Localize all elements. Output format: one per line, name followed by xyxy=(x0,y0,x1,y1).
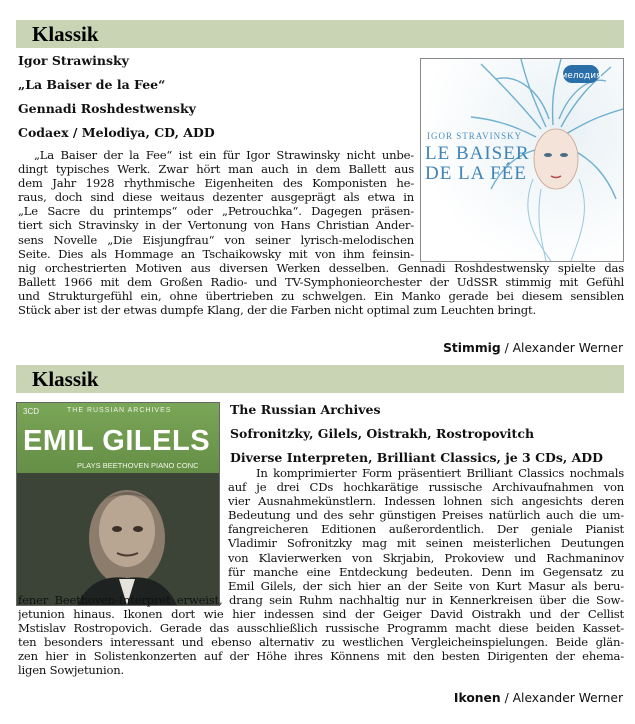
review-text-2 xyxy=(18,466,624,677)
cover-series: THE RUSSIAN ARCHIVES xyxy=(67,407,172,414)
review-line: zen hier in Solistenkonzerten auf der Höhe ihres Könnens mit den besten Dirigenten der ehema- xyxy=(18,649,624,664)
cover-title-line2: DE LA FÉE xyxy=(425,163,527,184)
rating-author-1: / Alexander Werner xyxy=(500,341,623,355)
review-line: dingt typisches Werk. Zwar hört man auch in dem Ballett aus xyxy=(18,162,414,177)
artists: Sofronitzky, Gilels, Oistrakh, Rostropovitch xyxy=(230,426,535,441)
record-label-2: Diverse Interpreten, Brilliant Classics, je 3 CDs, ADD xyxy=(230,450,603,465)
review-line: sens Novelle „Die Eisjungfrau“ von seiner lyrisch-melodischen xyxy=(18,232,414,247)
review-line: „Le Sacre du printemps“ oder „Petrouchka“. Dagegen präsen- xyxy=(18,204,414,219)
review-line: Ballett 1966 mit dem Großen Radio- und TV-Symphonieorchester der UdSSR stimmig mit Gefühl xyxy=(18,274,624,289)
rating-author-2: / Alexander Werner xyxy=(500,691,623,705)
cover-subtitle: PLAYS BEETHOVEN PIANO CONC xyxy=(77,461,199,470)
cover-title-line1: LE BAISER xyxy=(425,143,530,164)
review-line: dem Jahr 1928 rhythmische Eigenheiten des Komponisten he- xyxy=(18,176,414,191)
cover-badge: 3CD xyxy=(23,407,40,416)
review-line: Vladimir Sofronitzky mag mit seinen meisterlichen Deutungen xyxy=(228,536,624,551)
review-line: Stück aber ist der etwas dumpfe Klang, der die Farben nicht optimal zum Leuchten bringt. xyxy=(18,303,536,318)
review-line: In komprimierter Form präsentiert Brilliant Classics nochmals xyxy=(256,466,624,480)
rating-word-2: Ikonen xyxy=(453,691,501,705)
composer: Igor Strawinsky xyxy=(18,53,129,68)
record-label: Codaex / Melodiya, CD, ADD xyxy=(18,125,215,140)
album-cover-le-baiser xyxy=(420,58,624,262)
rating-1 xyxy=(443,341,623,355)
review-line: Bedeutung und des sehr günstigen Preises natürlich auch die um- xyxy=(228,508,624,523)
work-title: „La Baiser de la Fee“ xyxy=(18,77,166,92)
review-line: Mstislav Rostropovich. Gerade das ausschließlich russische Programm macht diese beiden Kasset- xyxy=(18,621,624,636)
review-line: vier Ausnahmekünstlern. Indessen lohnen sich angesichts deren xyxy=(228,494,624,509)
review-line: auf je drei CDs hochkarätige russische Archivaufnahmen von xyxy=(228,480,624,495)
review-line: fangreicheren Editionen außerordentlich. Der geniale Pianist xyxy=(228,522,624,537)
release-title: The Russian Archives xyxy=(230,402,381,417)
review-line: „La Baiser der la Fee“ ist ein für Igor Strawinsky nicht unbe- xyxy=(34,148,414,162)
review-line: jetunion hinaus. Ikonen dort wie hier indessen sind der Geiger David Oistrakh und der Cellist xyxy=(18,606,624,621)
rating-word-1: Stimmig xyxy=(443,341,501,355)
conductor: Gennadi Roshdestwensky xyxy=(18,101,196,116)
review-line: Emil Gilels, der sich hier an der Seite von Kurt Masur als beru- xyxy=(228,578,624,593)
svg-text:мелодия: мелодия xyxy=(560,71,602,81)
cover-composer: IGOR STRAVINSKY xyxy=(427,131,523,141)
review-line: Seite. Dies als Hommage an Tschaikowsky mit von ihm feinsin- xyxy=(18,246,414,261)
review-line: ten besonders interessant und ebenso alternativ zu westlichen Vergleicheinspielungen. Beide glän- xyxy=(18,635,624,650)
review-line: ligen Sowjetunion. xyxy=(18,663,124,678)
rating-2 xyxy=(454,691,623,705)
section-header-klassik-2: Klassik xyxy=(16,365,624,393)
cover-artist-name: EMIL GILELS xyxy=(23,425,211,457)
review-line: und Strukturgefühl ein, ohne übertrieben zu schwelgen. Ein Manko gerade bei diesem sensiblen xyxy=(18,288,624,303)
review-line: fener Beethoven-Interpret erweist, drang sein Ruhm nachhaltig nur in Kennerkreisen über die Sow- xyxy=(18,592,624,607)
review-line: raus, doch sind diese weitaus dezenter ausgeprägt als etwa in xyxy=(18,190,414,205)
review-line: tiert sich Stravinsky in der Vertonung von Hans Christian Ander- xyxy=(18,218,414,233)
section-header-klassik-1: Klassik xyxy=(16,20,624,48)
review-line: für manche eine Entdeckung bedeuten. Denn im Gegensatz zu xyxy=(228,564,624,579)
review-line: von Klavierwerken von Skrjabin, Prokoview und Rachmaninov xyxy=(228,550,624,565)
review-line: nig orchestrierten Motiven aus diversen Werken desselben. Gennadi Roshdestwensky spielte das xyxy=(18,260,624,275)
